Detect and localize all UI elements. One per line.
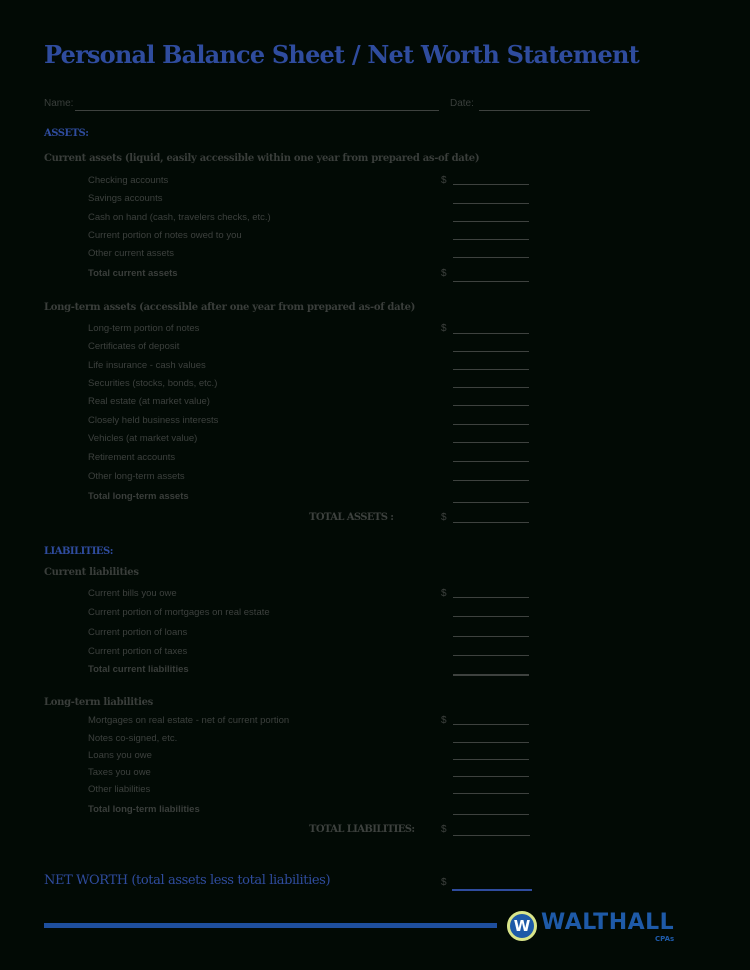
total-long-term-assets-label: Total long-term assets <box>88 491 189 502</box>
list-item: Life insurance - cash values <box>88 360 206 371</box>
logo-wordmark: WALTHALL <box>541 910 675 935</box>
list-item: Long-term portion of notes <box>88 323 200 334</box>
current-liabilities-heading: Current liabilities <box>44 567 139 578</box>
total-current-assets-label: Total current assets <box>88 268 178 279</box>
list-item: Retirement accounts <box>88 452 176 463</box>
long-term-mortgages-field[interactable] <box>453 724 529 725</box>
long-term-notes-field[interactable] <box>453 333 529 334</box>
notes-cosigned-field[interactable] <box>453 742 529 743</box>
dollar-sign: $ <box>441 512 447 523</box>
list-item: Loans you owe <box>88 750 152 761</box>
list-item: Savings accounts <box>88 193 163 204</box>
current-loans-field[interactable] <box>453 636 529 637</box>
list-item: Securities (stocks, bonds, etc.) <box>88 378 218 389</box>
list-item: Cash on hand (cash, travelers checks, etc.) <box>88 212 271 223</box>
list-item: Closely held business interests <box>88 415 219 426</box>
real-estate-field[interactable] <box>453 405 529 406</box>
current-taxes-field[interactable] <box>453 655 529 656</box>
net-worth-label: NET WORTH (total assets less total liabilities) <box>44 873 331 888</box>
other-liabilities-field[interactable] <box>453 793 529 794</box>
cash-on-hand-field[interactable] <box>453 221 529 222</box>
securities-field[interactable] <box>453 387 529 388</box>
dollar-sign: $ <box>441 175 447 186</box>
total-current-assets-field[interactable] <box>453 281 529 282</box>
current-mortgages-field[interactable] <box>453 616 529 617</box>
other-long-term-assets-field[interactable] <box>453 480 529 481</box>
list-item: Notes co-signed, etc. <box>88 733 178 744</box>
total-long-term-liabilities-label: Total long-term liabilities <box>88 804 200 815</box>
logo-subtitle: CPAs <box>654 935 675 943</box>
name-label: Name: <box>44 98 74 109</box>
taxes-you-owe-field[interactable] <box>453 776 529 777</box>
dollar-sign: $ <box>441 877 447 888</box>
loans-you-owe-field[interactable] <box>453 759 529 760</box>
savings-accounts-field[interactable] <box>453 203 529 204</box>
date-label: Date: <box>450 98 474 109</box>
total-current-liabilities-label: Total current liabilities <box>88 664 189 675</box>
footer-divider <box>44 923 497 928</box>
certificates-of-deposit-field[interactable] <box>453 351 529 352</box>
list-item: Certificates of deposit <box>88 341 180 352</box>
dollar-sign: $ <box>441 715 447 726</box>
current-bills-field[interactable] <box>453 597 529 598</box>
notes-owed-field[interactable] <box>453 239 529 240</box>
total-long-term-liabilities-field[interactable] <box>453 814 529 815</box>
long-term-assets-heading: Long-term assets (accessible after one year from prepared as-of date) <box>44 302 416 313</box>
list-item: Current portion of notes owed to you <box>88 230 242 241</box>
dollar-sign: $ <box>441 323 447 334</box>
name-field[interactable] <box>75 110 439 111</box>
long-term-liabilities-heading: Long-term liabilities <box>44 697 154 708</box>
list-item: Other current assets <box>88 248 175 259</box>
walthall-logo <box>507 911 674 943</box>
vehicles-field[interactable] <box>453 442 529 443</box>
dollar-sign: $ <box>441 588 447 599</box>
list-item: Current portion of loans <box>88 627 188 638</box>
date-field[interactable] <box>479 110 590 111</box>
page-title: Personal Balance Sheet / Net Worth Statement <box>44 40 639 69</box>
list-item: Taxes you owe <box>88 767 151 778</box>
list-item: Current bills you owe <box>88 588 177 599</box>
retirement-accounts-field[interactable] <box>453 461 529 462</box>
total-liabilities-label: TOTAL LIABILITIES: <box>309 824 415 835</box>
list-item: Current portion of taxes <box>88 646 188 657</box>
checking-accounts-field[interactable] <box>453 184 529 185</box>
w-logo-icon: W <box>507 911 537 941</box>
other-current-assets-field[interactable] <box>453 257 529 258</box>
total-liabilities-field[interactable] <box>453 835 530 836</box>
list-item: Mortgages on real estate - net of current portion <box>88 715 290 726</box>
list-item: Other long-term assets <box>88 471 185 482</box>
list-item: Other liabilities <box>88 784 151 795</box>
business-interests-field[interactable] <box>453 424 529 425</box>
current-assets-heading: Current assets (liquid, easily accessible within one year from prepared as-of date) <box>44 153 480 164</box>
net-worth-field[interactable] <box>452 889 532 891</box>
assets-heading: ASSETS: <box>44 128 89 139</box>
life-insurance-field[interactable] <box>453 369 529 370</box>
list-item: Real estate (at market value) <box>88 396 210 407</box>
liabilities-heading: LIABILITIES: <box>44 546 113 557</box>
total-long-term-assets-field[interactable] <box>453 502 529 503</box>
dollar-sign: $ <box>441 824 447 835</box>
list-item: Vehicles (at market value) <box>88 433 198 444</box>
total-assets-field[interactable] <box>453 522 529 523</box>
list-item: Current portion of mortgages on real estate <box>88 607 270 618</box>
total-assets-label: TOTAL ASSETS : <box>309 512 394 523</box>
list-item: Checking accounts <box>88 175 169 186</box>
total-current-liabilities-field[interactable] <box>453 674 529 676</box>
dollar-sign: $ <box>441 268 447 279</box>
